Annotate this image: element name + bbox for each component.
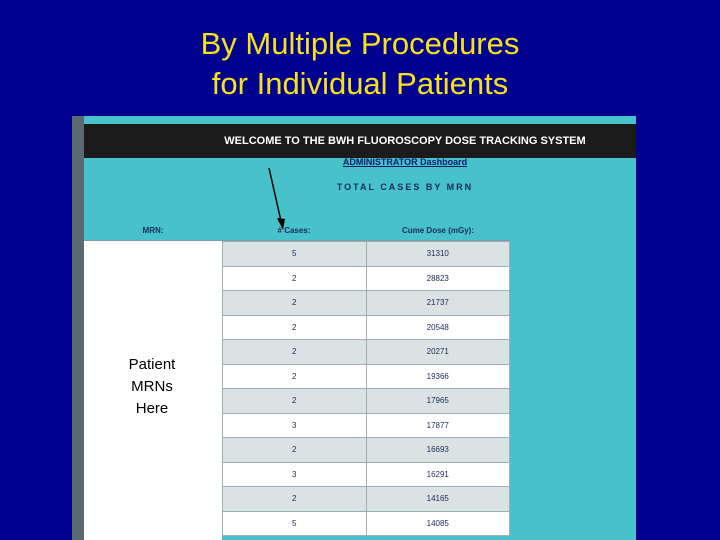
app-header: WELCOME TO THE BWH FLUOROSCOPY DOSE TRACKING SYSTEM [84,124,636,158]
table-row [223,364,510,389]
dose-cell: 16693 [366,438,510,463]
cases-table [222,241,510,536]
cases-cell: 2 [223,487,367,512]
slide-title [0,24,720,104]
table-row [223,511,510,536]
table-row [223,413,510,438]
cases-cell: 2 [223,364,367,389]
cases-cell: 2 [223,438,367,463]
dose-cell: 14165 [366,487,510,512]
section-title: TOTAL CASES BY MRN [336,182,474,192]
column-header-mrn: MRN: [142,226,164,235]
dose-cell: 20548 [366,315,510,340]
slide-title-line-2: for Individual Patients [211,66,509,101]
cases-cell: 5 [223,511,367,536]
dose-cell: 17877 [366,413,510,438]
table-row [223,340,510,365]
dose-cell: 14085 [366,511,510,536]
table-row [223,242,510,267]
dose-cell: 31310 [366,242,510,267]
column-header-cases: # Cases: [277,226,311,235]
slide-title-line-1: By Multiple Procedures [200,26,520,61]
window-edge [72,116,84,540]
annotation-line-2: MRNs [131,378,173,395]
mrn-annotation [112,354,192,420]
arrow-pointer [264,166,294,234]
column-header-dose: Cume Dose (mGy): [401,226,474,235]
dose-cell: 21737 [366,291,510,316]
table-row [223,487,510,512]
table-row [223,291,510,316]
cases-cell: 3 [223,413,367,438]
cases-cell: 2 [223,266,367,291]
dose-cell: 20271 [366,340,510,365]
dose-tracking-screenshot [72,116,636,540]
annotation-line-1: Patient [128,356,176,373]
admin-dashboard-link[interactable]: ADMINISTRATOR Dashboard [342,157,468,167]
dose-cell: 16291 [366,462,510,487]
cases-cell: 5 [223,242,367,267]
table-row [223,389,510,414]
cases-cell: 3 [223,462,367,487]
table-row [223,315,510,340]
cases-cell: 2 [223,291,367,316]
dose-cell: 19366 [366,364,510,389]
table-row [223,438,510,463]
dose-cell: 28823 [366,266,510,291]
table-row [223,462,510,487]
table-row [223,266,510,291]
cases-cell: 2 [223,389,367,414]
admin-dashboard-link-wrap [84,152,636,168]
cases-cell: 2 [223,315,367,340]
dose-cell: 17965 [366,389,510,414]
annotation-line-3: Here [135,400,169,417]
cases-cell: 2 [223,340,367,365]
